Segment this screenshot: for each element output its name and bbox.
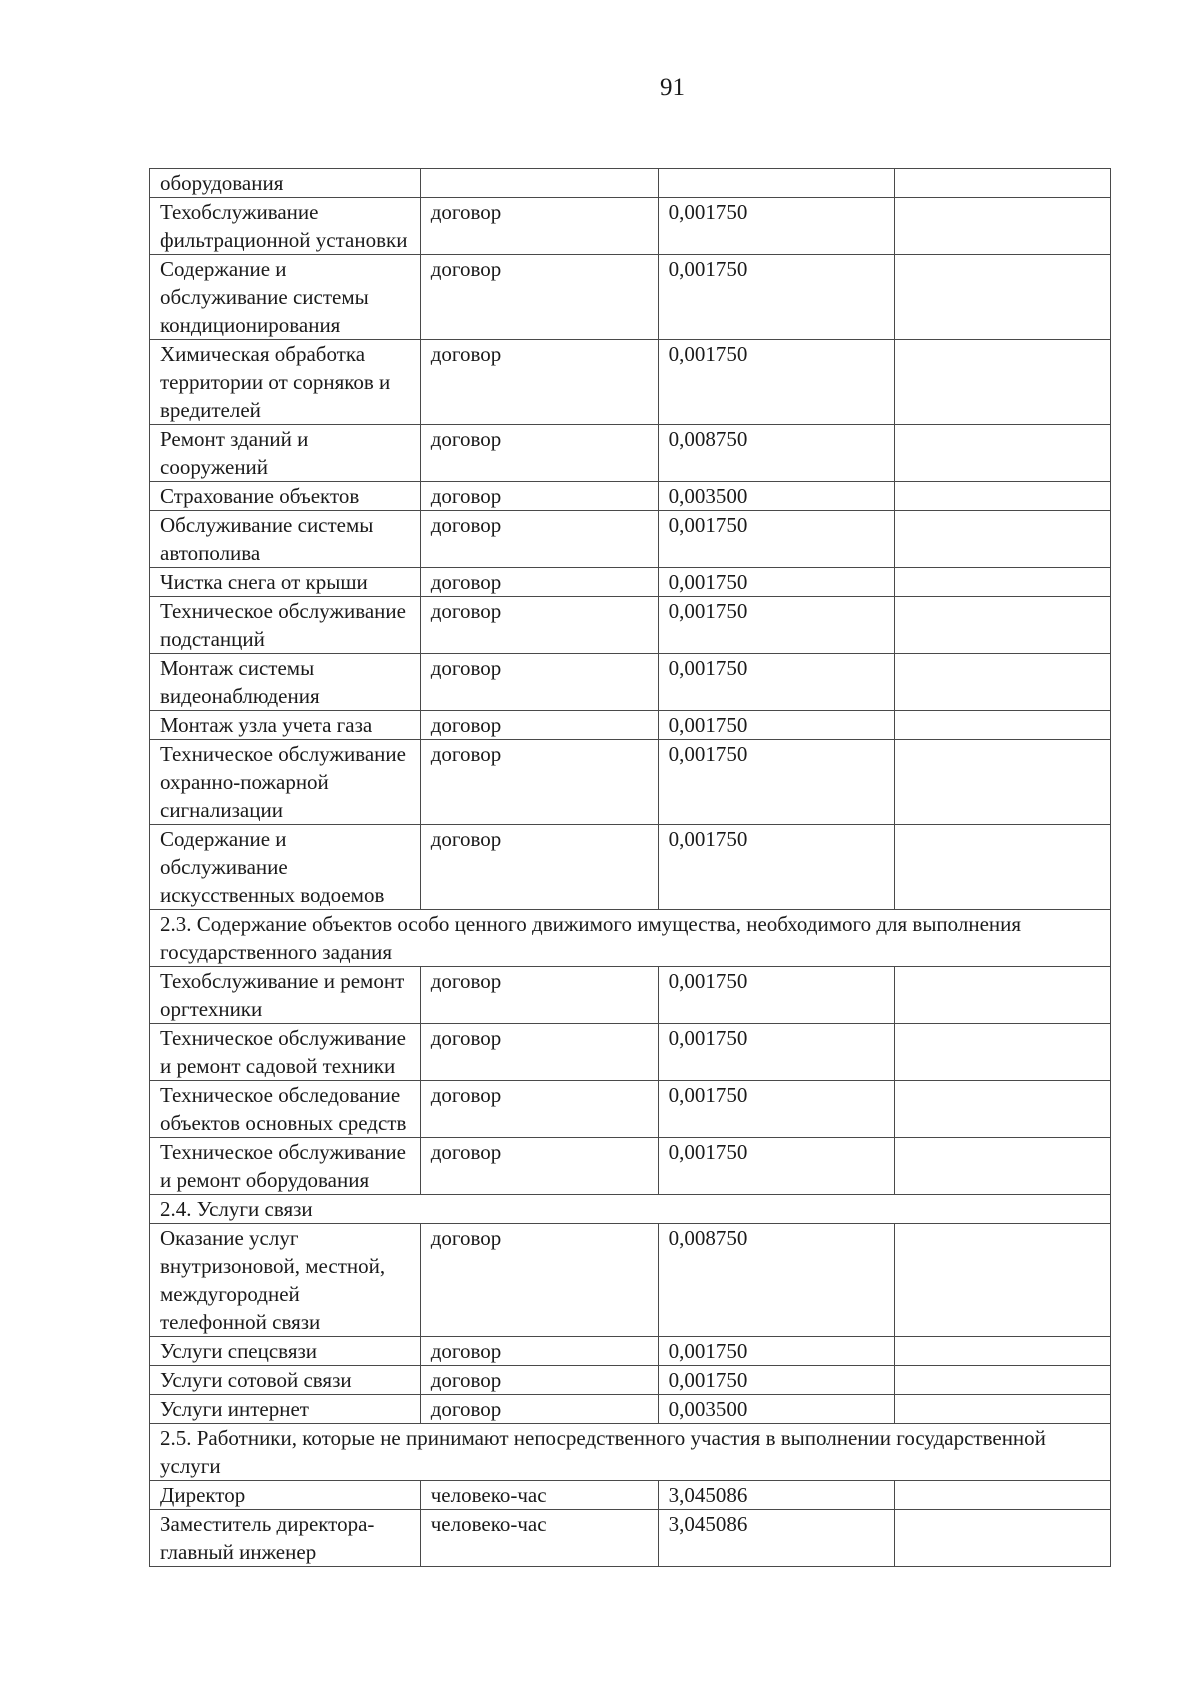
table-row	[150, 1024, 1111, 1081]
unit-cell: договор	[420, 597, 658, 654]
item-name-cell: Оказание услуг внутризоновой, местной, междугородней телефонной связи	[150, 1224, 421, 1337]
item-name-cell: Услуги интернет	[150, 1395, 421, 1424]
empty-cell	[895, 967, 1111, 1024]
norm-value-cell: 0,001750	[658, 825, 895, 910]
unit-cell	[420, 169, 658, 198]
table-row	[150, 1138, 1111, 1195]
empty-cell	[895, 255, 1111, 340]
item-name-cell: Техническое обслуживание охранно-пожарной сигнализации	[150, 740, 421, 825]
section-row	[150, 1424, 1111, 1481]
unit-cell: договор	[420, 255, 658, 340]
unit-cell: человеко-час	[420, 1510, 658, 1567]
empty-cell	[895, 482, 1111, 511]
empty-cell	[895, 1081, 1111, 1138]
norm-value-cell: 0,001750	[658, 654, 895, 711]
empty-cell	[895, 1224, 1111, 1337]
table-row	[150, 169, 1111, 198]
item-name-cell: Заместитель директора-главный инженер	[150, 1510, 421, 1567]
item-name-cell: Чистка снега от крыши	[150, 568, 421, 597]
item-name-cell: Химическая обработка территории от сорняков и вредителей	[150, 340, 421, 425]
table-row	[150, 1395, 1111, 1424]
unit-cell: договор	[420, 198, 658, 255]
item-name-cell: Техобслуживание фильтрационной установки	[150, 198, 421, 255]
unit-cell: договор	[420, 1081, 658, 1138]
table-row	[150, 711, 1111, 740]
empty-cell	[895, 1395, 1111, 1424]
table-row	[150, 967, 1111, 1024]
empty-cell	[895, 1024, 1111, 1081]
unit-cell: договор	[420, 340, 658, 425]
empty-cell	[895, 1337, 1111, 1366]
unit-cell: договор	[420, 740, 658, 825]
norm-value-cell	[658, 169, 895, 198]
section-row	[150, 910, 1111, 967]
empty-cell	[895, 1366, 1111, 1395]
table-row	[150, 825, 1111, 910]
section-title: 2.5. Работники, которые не принимают непосредственного участия в выполнении государственной услуги	[150, 1424, 1111, 1481]
norm-value-cell: 0,001750	[658, 967, 895, 1024]
norm-value-cell: 0,001750	[658, 1337, 895, 1366]
item-name-cell: Страхование объектов	[150, 482, 421, 511]
norm-value-cell: 0,001750	[658, 740, 895, 825]
table-row	[150, 740, 1111, 825]
item-name-cell: Ремонт зданий и сооружений	[150, 425, 421, 482]
item-name-cell: Содержание и обслуживание системы кондиционирования	[150, 255, 421, 340]
table-row	[150, 1081, 1111, 1138]
empty-cell	[895, 711, 1111, 740]
unit-cell: договор	[420, 711, 658, 740]
empty-cell	[895, 825, 1111, 910]
table-row	[150, 597, 1111, 654]
unit-cell: договор	[420, 654, 658, 711]
table-row	[150, 340, 1111, 425]
empty-cell	[895, 169, 1111, 198]
empty-cell	[895, 568, 1111, 597]
table-row	[150, 198, 1111, 255]
empty-cell	[895, 511, 1111, 568]
item-name-cell: Монтаж системы видеонаблюдения	[150, 654, 421, 711]
item-name-cell: Техническое обслуживание и ремонт оборудования	[150, 1138, 421, 1195]
norm-value-cell: 0,001750	[658, 1138, 895, 1195]
item-name-cell: Техническое обслуживание и ремонт садовой техники	[150, 1024, 421, 1081]
empty-cell	[895, 740, 1111, 825]
norms-table-body	[150, 169, 1111, 1567]
empty-cell	[895, 1481, 1111, 1510]
item-name-cell: Услуги спецсвязи	[150, 1337, 421, 1366]
norm-value-cell: 0,003500	[658, 1395, 895, 1424]
norm-value-cell: 0,008750	[658, 1224, 895, 1337]
page-number: 91	[660, 74, 685, 101]
unit-cell: договор	[420, 1224, 658, 1337]
section-title: 2.4. Услуги связи	[150, 1195, 1111, 1224]
table-row	[150, 511, 1111, 568]
unit-cell: договор	[420, 425, 658, 482]
section-row	[150, 1195, 1111, 1224]
unit-cell: договор	[420, 1366, 658, 1395]
unit-cell: человеко-час	[420, 1481, 658, 1510]
section-title: 2.3. Содержание объектов особо ценного движимого имущества, необходимого для выполнения государственного задания	[150, 910, 1111, 967]
unit-cell: договор	[420, 482, 658, 511]
item-name-cell: Монтаж узла учета газа	[150, 711, 421, 740]
table-row	[150, 1510, 1111, 1567]
item-name-cell: Техобслуживание и ремонт оргтехники	[150, 967, 421, 1024]
unit-cell: договор	[420, 1395, 658, 1424]
empty-cell	[895, 425, 1111, 482]
table-row	[150, 1224, 1111, 1337]
empty-cell	[895, 654, 1111, 711]
table-row	[150, 1481, 1111, 1510]
norm-value-cell: 3,045086	[658, 1481, 895, 1510]
unit-cell: договор	[420, 511, 658, 568]
item-name-cell: Техническое обследование объектов основных средств	[150, 1081, 421, 1138]
empty-cell	[895, 597, 1111, 654]
unit-cell: договор	[420, 568, 658, 597]
item-name-cell: Содержание и обслуживание искусственных водоемов	[150, 825, 421, 910]
unit-cell: договор	[420, 1138, 658, 1195]
empty-cell	[895, 198, 1111, 255]
norm-value-cell: 0,001750	[658, 340, 895, 425]
norm-value-cell: 0,001750	[658, 1024, 895, 1081]
item-name-cell: Техническое обслуживание подстанций	[150, 597, 421, 654]
norm-value-cell: 0,003500	[658, 482, 895, 511]
table-row	[150, 425, 1111, 482]
table-row	[150, 255, 1111, 340]
norm-value-cell: 0,001750	[658, 255, 895, 340]
item-name-cell: Обслуживание системы автополива	[150, 511, 421, 568]
empty-cell	[895, 1510, 1111, 1567]
empty-cell	[895, 340, 1111, 425]
unit-cell: договор	[420, 967, 658, 1024]
norm-value-cell: 0,001750	[658, 511, 895, 568]
norm-value-cell: 0,001750	[658, 568, 895, 597]
table-row	[150, 1366, 1111, 1395]
table-row	[150, 568, 1111, 597]
norm-value-cell: 0,001750	[658, 1366, 895, 1395]
item-name-cell: Директор	[150, 1481, 421, 1510]
norm-value-cell: 0,001750	[658, 597, 895, 654]
unit-cell: договор	[420, 825, 658, 910]
norms-table	[149, 168, 1111, 1567]
table-row	[150, 1337, 1111, 1366]
empty-cell	[895, 1138, 1111, 1195]
norm-value-cell: 0,008750	[658, 425, 895, 482]
item-name-cell: оборудования	[150, 169, 421, 198]
item-name-cell: Услуги сотовой связи	[150, 1366, 421, 1395]
table-row	[150, 654, 1111, 711]
table-row	[150, 482, 1111, 511]
norm-value-cell: 0,001750	[658, 711, 895, 740]
unit-cell: договор	[420, 1337, 658, 1366]
norm-value-cell: 0,001750	[658, 198, 895, 255]
unit-cell: договор	[420, 1024, 658, 1081]
norm-value-cell: 3,045086	[658, 1510, 895, 1567]
norm-value-cell: 0,001750	[658, 1081, 895, 1138]
